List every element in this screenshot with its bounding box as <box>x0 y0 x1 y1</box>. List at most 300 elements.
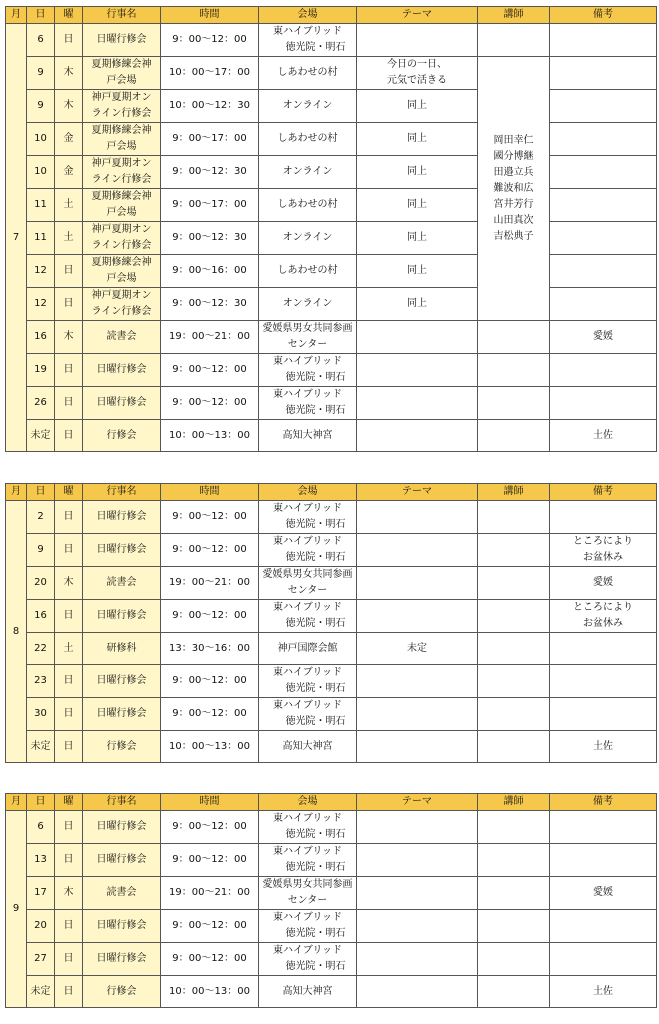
notes-cell-line: 土佐 <box>593 740 613 752</box>
event-name-cell-line: 戸会場 <box>106 75 137 86</box>
notes-cell <box>550 943 657 976</box>
table-row <box>6 90 657 123</box>
day-cell: 未定 <box>27 420 55 452</box>
event-name-cell <box>83 567 161 600</box>
day-cell: 17 <box>27 877 55 910</box>
venue-cell-line: しあわせの村 <box>277 133 338 144</box>
table-row <box>6 976 657 1008</box>
table-row <box>6 698 657 731</box>
time-cell: 9：00～16：00 <box>161 255 259 288</box>
venue-cell-line: 東ハイブリッド <box>273 667 342 678</box>
weekday-cell: 日 <box>55 698 83 731</box>
venue-cell <box>259 156 357 189</box>
event-name-cell-line: 戸会場 <box>106 273 137 284</box>
venue-cell <box>259 354 357 387</box>
event-name-cell-line: 日曜行修会 <box>96 34 147 45</box>
venue-cell-line: 東ハイブリッド <box>273 700 342 711</box>
table-row <box>6 354 657 387</box>
notes-cell <box>550 57 657 90</box>
day-cell: 9 <box>27 57 55 90</box>
venue-cell-line: オンライン <box>282 100 333 111</box>
event-name-cell <box>83 420 161 452</box>
day-cell: 12 <box>27 288 55 321</box>
table-row <box>6 288 657 321</box>
time-cell: 9：00～12：00 <box>161 844 259 877</box>
time-cell: 9：00～12：00 <box>161 943 259 976</box>
notes-cell-line: 土佐 <box>593 429 613 441</box>
header-theme: テーマ <box>357 794 478 811</box>
venue-cell-line: しあわせの村 <box>277 199 338 210</box>
notes-cell <box>550 420 657 452</box>
notes-cell <box>550 354 657 387</box>
time-cell: 10：00～12：30 <box>161 90 259 123</box>
event-name-cell <box>83 90 161 123</box>
time-cell: 10：00～13：00 <box>161 976 259 1008</box>
header-month: 月 <box>6 7 27 24</box>
venue-cell <box>259 90 357 123</box>
venue-cell <box>259 910 357 943</box>
event-name-cell-line: ライン行修会 <box>91 174 152 185</box>
day-cell: 20 <box>27 910 55 943</box>
day-cell: 9 <box>27 534 55 567</box>
notes-cell <box>550 189 657 222</box>
venue-cell <box>259 811 357 844</box>
day-cell: 11 <box>27 222 55 255</box>
table-row <box>6 633 657 665</box>
header-time: 時間 <box>161 7 259 24</box>
day-cell: 10 <box>27 156 55 189</box>
day-cell: 27 <box>27 943 55 976</box>
lecturer-cell <box>478 420 550 452</box>
venue-cell-line: 神戸国際会館 <box>277 642 338 654</box>
event-name-cell-line: ライン行修会 <box>91 306 152 317</box>
event-name-cell-line: 日曜行修会 <box>96 920 147 931</box>
time-cell: 9：00～12：00 <box>161 501 259 534</box>
event-name-cell <box>83 288 161 321</box>
notes-cell-line: お盆休み <box>583 618 623 629</box>
venue-cell-line: 徳光院・明石 <box>285 372 346 383</box>
header-time: 時間 <box>161 794 259 811</box>
notes-cell-line: ところにより <box>573 602 633 613</box>
event-name-cell-line: 日曜行修会 <box>96 364 147 375</box>
table-row <box>6 189 657 222</box>
time-cell: 9：00～12：00 <box>161 354 259 387</box>
weekday-cell: 日 <box>55 976 83 1008</box>
weekday-cell: 日 <box>55 910 83 943</box>
time-cell: 9：00～12：00 <box>161 534 259 567</box>
event-name-cell <box>83 123 161 156</box>
day-cell: 22 <box>27 633 55 665</box>
theme-cell <box>357 501 478 534</box>
lecturer-cell <box>478 534 550 567</box>
event-name-cell <box>83 910 161 943</box>
venue-cell-line: 東ハイブリッド <box>273 912 342 923</box>
lecturer-cell <box>478 910 550 943</box>
day-cell: 9 <box>27 90 55 123</box>
lecturer-cell-line: 田邉立兵 <box>493 166 534 178</box>
day-cell: 13 <box>27 844 55 877</box>
event-name-cell <box>83 534 161 567</box>
venue-cell-line: 徳光院・明石 <box>285 405 346 416</box>
table-row <box>6 844 657 877</box>
venue-cell-line: しあわせの村 <box>277 265 338 276</box>
venue-cell <box>259 731 357 763</box>
event-name-cell-line: 読書会 <box>106 887 137 898</box>
venue-cell <box>259 877 357 910</box>
event-name-cell-line: 日曜行修会 <box>96 544 147 555</box>
weekday-cell: 土 <box>55 189 83 222</box>
notes-cell <box>550 501 657 534</box>
event-name-cell <box>83 321 161 354</box>
header-day: 日 <box>27 484 55 501</box>
venue-cell-line: 徳光院・明石 <box>285 683 346 694</box>
venue-cell <box>259 420 357 452</box>
header-lecturer: 講師 <box>478 794 550 811</box>
weekday-cell: 木 <box>55 90 83 123</box>
theme-cell-line: 同上 <box>407 232 427 243</box>
month-cell: 9 <box>6 811 27 1008</box>
table-row <box>6 156 657 189</box>
notes-cell <box>550 976 657 1008</box>
header-weekday: 曜 <box>55 7 83 24</box>
event-name-cell <box>83 877 161 910</box>
day-cell: 20 <box>27 567 55 600</box>
theme-cell <box>357 189 478 222</box>
time-cell: 9：00～12：00 <box>161 600 259 633</box>
header-weekday: 曜 <box>55 794 83 811</box>
event-name-cell <box>83 731 161 763</box>
table-row <box>6 665 657 698</box>
table-row <box>6 123 657 156</box>
venue-cell-line: 愛媛県男女共同参画 <box>262 323 353 334</box>
theme-cell <box>357 844 478 877</box>
event-name-cell-line: 読書会 <box>106 577 137 588</box>
header-theme: テーマ <box>357 484 478 501</box>
weekday-cell: 日 <box>55 844 83 877</box>
header-lecturer: 講師 <box>478 484 550 501</box>
venue-cell <box>259 123 357 156</box>
weekday-cell: 木 <box>55 567 83 600</box>
event-name-cell <box>83 387 161 420</box>
notes-cell <box>550 731 657 763</box>
event-name-cell-line: 夏期修練会神 <box>91 257 152 268</box>
theme-cell <box>357 731 478 763</box>
table-row <box>6 57 657 90</box>
schedule-table-month-8 <box>5 483 657 763</box>
theme-cell-line: 同上 <box>407 100 427 111</box>
day-cell: 6 <box>27 811 55 844</box>
notes-cell <box>550 534 657 567</box>
header-day: 日 <box>27 794 55 811</box>
header-time: 時間 <box>161 484 259 501</box>
day-cell: 未定 <box>27 731 55 763</box>
header-lecturer: 講師 <box>478 7 550 24</box>
event-name-cell-line: 行修会 <box>106 429 137 441</box>
time-cell: 10：00～13：00 <box>161 731 259 763</box>
weekday-cell: 日 <box>55 387 83 420</box>
weekday-cell: 日 <box>55 255 83 288</box>
theme-cell-line: 同上 <box>407 199 427 210</box>
weekday-cell: 木 <box>55 321 83 354</box>
notes-cell-line: ところにより <box>573 536 633 547</box>
venue-cell <box>259 567 357 600</box>
event-name-cell-line: 研修科 <box>106 642 137 654</box>
notes-cell <box>550 222 657 255</box>
lecturer-cell <box>478 600 550 633</box>
event-name-cell-line: 神戸夏期オン <box>91 290 152 301</box>
time-cell: 9：00～12：30 <box>161 156 259 189</box>
notes-cell <box>550 387 657 420</box>
header-venue: 会場 <box>259 484 357 501</box>
lecturer-cell-line: 宮井芳行 <box>493 198 534 210</box>
event-name-cell-line: 夏期修練会神 <box>91 59 152 70</box>
event-name-cell-line: 日曜行修会 <box>96 953 147 964</box>
time-cell: 9：00～12：30 <box>161 222 259 255</box>
time-cell: 10：00～13：00 <box>161 420 259 452</box>
header-row <box>6 794 657 811</box>
venue-cell-line: しあわせの村 <box>277 67 338 78</box>
event-name-cell <box>83 354 161 387</box>
header-row <box>6 484 657 501</box>
month-cell: 8 <box>6 501 27 763</box>
event-name-cell-line: 日曜行修会 <box>96 821 147 832</box>
theme-cell-line: 同上 <box>407 265 427 276</box>
schedule-table-month-7 <box>5 6 657 452</box>
event-name-cell <box>83 24 161 57</box>
venue-cell <box>259 665 357 698</box>
notes-cell <box>550 288 657 321</box>
day-cell: 16 <box>27 600 55 633</box>
day-cell: 26 <box>27 387 55 420</box>
venue-cell <box>259 844 357 877</box>
notes-cell <box>550 811 657 844</box>
venue-cell <box>259 288 357 321</box>
theme-cell <box>357 90 478 123</box>
time-cell: 19：00～21：00 <box>161 567 259 600</box>
event-name-cell-line: 夏期修練会神 <box>91 125 152 136</box>
venue-cell-line: 東ハイブリッド <box>273 503 342 514</box>
notes-cell <box>550 24 657 57</box>
venue-cell-line: 東ハイブリッド <box>273 945 342 956</box>
venue-cell-line: 徳光院・明石 <box>285 618 346 629</box>
theme-cell <box>357 600 478 633</box>
lecturer-cell <box>478 731 550 763</box>
venue-cell-line: オンライン <box>282 232 333 243</box>
event-name-cell <box>83 633 161 665</box>
event-name-cell-line: 神戸夏期オン <box>91 224 152 235</box>
event-name-cell-line: 神戸夏期オン <box>91 92 152 103</box>
table-row <box>6 877 657 910</box>
venue-cell-line: センター <box>287 339 328 350</box>
day-cell: 12 <box>27 255 55 288</box>
table-row <box>6 567 657 600</box>
notes-cell <box>550 633 657 665</box>
theme-cell <box>357 910 478 943</box>
header-month: 月 <box>6 794 27 811</box>
table-row <box>6 910 657 943</box>
time-cell: 19：00～21：00 <box>161 321 259 354</box>
weekday-cell: 日 <box>55 731 83 763</box>
venue-cell <box>259 600 357 633</box>
lecturer-cell-line: 難波和広 <box>493 182 534 194</box>
theme-cell <box>357 567 478 600</box>
lecturer-cell <box>478 976 550 1008</box>
theme-cell <box>357 420 478 452</box>
venue-cell <box>259 534 357 567</box>
venue-cell-line: 徳光院・明石 <box>285 961 346 972</box>
notes-cell <box>550 844 657 877</box>
table-row <box>6 222 657 255</box>
day-cell: 23 <box>27 665 55 698</box>
venue-cell-line: 東ハイブリッド <box>273 602 342 613</box>
notes-cell-line: お盆休み <box>583 552 623 563</box>
event-name-cell <box>83 189 161 222</box>
time-cell: 10：00～17：00 <box>161 57 259 90</box>
header-event: 行事名 <box>83 7 161 24</box>
time-cell: 9：00～12：00 <box>161 910 259 943</box>
event-name-cell <box>83 501 161 534</box>
day-cell: 未定 <box>27 976 55 1008</box>
weekday-cell: 日 <box>55 501 83 534</box>
theme-cell <box>357 976 478 1008</box>
notes-cell <box>550 665 657 698</box>
lecturer-cell <box>478 844 550 877</box>
event-name-cell <box>83 57 161 90</box>
venue-cell <box>259 255 357 288</box>
notes-cell <box>550 255 657 288</box>
time-cell: 9：00～12：00 <box>161 811 259 844</box>
event-name-cell <box>83 156 161 189</box>
event-name-cell-line: 戸会場 <box>106 207 137 218</box>
weekday-cell: 土 <box>55 633 83 665</box>
time-cell: 19：00～21：00 <box>161 877 259 910</box>
header-row <box>6 7 657 24</box>
header-notes: 備考 <box>550 7 657 24</box>
weekday-cell: 日 <box>55 534 83 567</box>
lecturer-cell <box>478 501 550 534</box>
lecturer-cell <box>478 811 550 844</box>
table-row <box>6 534 657 567</box>
theme-cell-line: 同上 <box>407 298 427 309</box>
day-cell: 10 <box>27 123 55 156</box>
day-cell: 19 <box>27 354 55 387</box>
event-name-cell <box>83 844 161 877</box>
lecturer-cell-line: 國分博継 <box>493 150 534 162</box>
table-row <box>6 321 657 354</box>
venue-cell-line: 徳光院・明石 <box>285 552 346 563</box>
event-name-cell-line: 戸会場 <box>106 141 137 152</box>
time-cell: 9：00～17：00 <box>161 189 259 222</box>
time-cell: 9：00～12：00 <box>161 387 259 420</box>
venue-cell-line: 徳光院・明石 <box>285 716 346 727</box>
day-cell: 2 <box>27 501 55 534</box>
event-name-cell-line: 日曜行修会 <box>96 854 147 865</box>
weekday-cell: 金 <box>55 156 83 189</box>
weekday-cell: 日 <box>55 811 83 844</box>
header-venue: 会場 <box>259 7 357 24</box>
event-name-cell <box>83 600 161 633</box>
day-cell: 6 <box>27 24 55 57</box>
header-weekday: 曜 <box>55 484 83 501</box>
theme-cell <box>357 811 478 844</box>
theme-cell <box>357 698 478 731</box>
event-name-cell <box>83 222 161 255</box>
theme-cell <box>357 57 478 90</box>
venue-cell <box>259 222 357 255</box>
theme-cell <box>357 24 478 57</box>
lecturer-cell-line: 吉松典子 <box>493 230 534 242</box>
time-cell: 9：00～12：00 <box>161 24 259 57</box>
lecturer-cell <box>478 24 550 57</box>
lecturer-cell <box>478 57 550 321</box>
weekday-cell: 木 <box>55 877 83 910</box>
notes-cell-line: 愛媛 <box>593 331 613 342</box>
lecturer-cell-line: 岡田幸仁 <box>493 134 534 146</box>
lecturer-cell-line: 山田真次 <box>493 214 534 226</box>
event-name-cell-line: ライン行修会 <box>91 108 152 119</box>
venue-cell-line: 愛媛県男女共同参画 <box>262 569 353 580</box>
notes-cell <box>550 123 657 156</box>
venue-cell-line: 東ハイブリッド <box>273 536 342 547</box>
lecturer-cell <box>478 354 550 387</box>
event-name-cell <box>83 665 161 698</box>
venue-cell-line: 徳光院・明石 <box>285 519 346 530</box>
event-name-cell-line: 日曜行修会 <box>96 511 147 522</box>
venue-cell <box>259 976 357 1008</box>
venue-cell-line: 東ハイブリッド <box>273 356 342 367</box>
theme-cell <box>357 123 478 156</box>
day-cell: 16 <box>27 321 55 354</box>
theme-cell <box>357 354 478 387</box>
lecturer-cell <box>478 665 550 698</box>
venue-cell-line: センター <box>287 585 328 596</box>
venue-cell <box>259 189 357 222</box>
month-cell: 7 <box>6 24 27 452</box>
header-day: 日 <box>27 7 55 24</box>
venue-cell-line: 徳光院・明石 <box>285 862 346 873</box>
time-cell: 9：00～12：30 <box>161 288 259 321</box>
header-event: 行事名 <box>83 484 161 501</box>
weekday-cell: 日 <box>55 354 83 387</box>
event-name-cell-line: 行修会 <box>106 985 137 997</box>
venue-cell <box>259 943 357 976</box>
lecturer-cell <box>478 633 550 665</box>
venue-cell-line: 徳光院・明石 <box>285 42 346 53</box>
header-notes: 備考 <box>550 794 657 811</box>
venue-cell-line: 高知大神宮 <box>282 740 333 752</box>
table-row <box>6 811 657 844</box>
venue-cell <box>259 698 357 731</box>
lecturer-cell <box>478 321 550 354</box>
time-cell: 13：30～16：00 <box>161 633 259 665</box>
event-name-cell-line: 日曜行修会 <box>96 708 147 719</box>
notes-cell <box>550 567 657 600</box>
table-row <box>6 255 657 288</box>
schedule-table-month-9 <box>5 793 657 1008</box>
header-month: 月 <box>6 484 27 501</box>
theme-cell <box>357 222 478 255</box>
theme-cell <box>357 633 478 665</box>
header-notes: 備考 <box>550 484 657 501</box>
event-name-cell-line: 日曜行修会 <box>96 397 147 408</box>
event-name-cell-line: 読書会 <box>106 331 137 342</box>
theme-cell <box>357 665 478 698</box>
weekday-cell: 日 <box>55 600 83 633</box>
notes-cell <box>550 698 657 731</box>
venue-cell <box>259 24 357 57</box>
notes-cell-line: 愛媛 <box>593 887 613 898</box>
table-row <box>6 600 657 633</box>
